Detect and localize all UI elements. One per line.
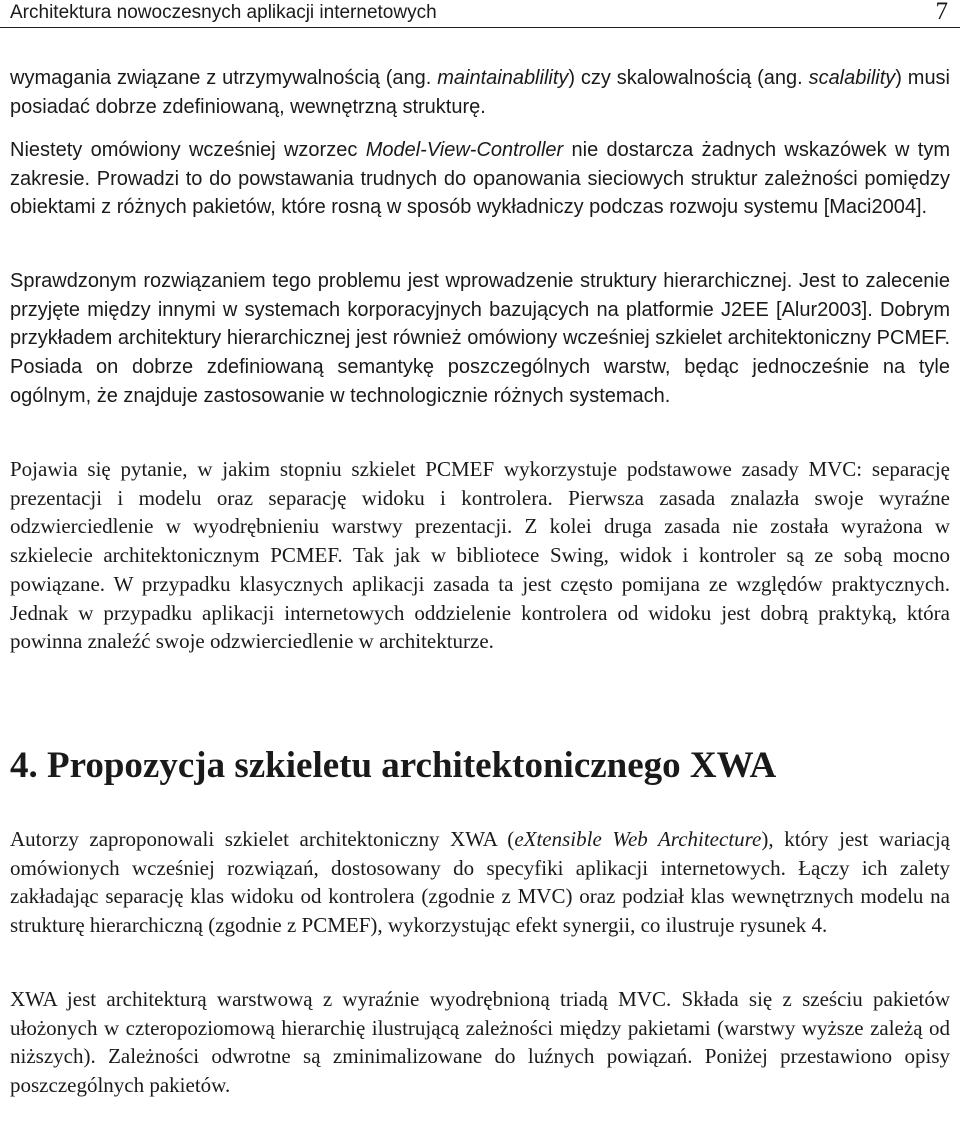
paragraph-text: ) musi posiadać dobrze zdefiniowaną, wewnętrzną strukturę. [10, 67, 951, 118]
emphasis-text: scalability [808, 67, 896, 89]
paragraph-text: nie dostarcza żadnych wskazówek w tym zakresie. Prowadzi to do powstawania trudnych do opanowania sieciowych struktur zależności pomiędzy obiektami z różnych pakietów, które rosną w sposób wykładniczy podczas rozwoju systemu [Maci2004]. [10, 139, 950, 219]
paragraph-text: Niestety omówiony wcześniej wzorzec [10, 139, 366, 161]
paragraph-text: XWA jest architekturą warstwową z wyraźnie wyodrębnioną triadą MVC. Składa się z sześciu pakietów ułożonych w czteropoziomową hierarchię ilustrującą zależności między pakietami (warstwy wyższe zależą od niższych). Zależności odwrotne są zminimalizowane do luźnych powiązań. Poniżej przestawiono opisy poszczególnych pakietów. [10, 987, 950, 1098]
paragraph-text: Sprawdzonym rozwiązaniem tego problemu jest wprowadzenie struktury hierarchicznej. Jest to zalecenie przyjęte między innymi w systemach korporacyjnych bazujących na platformie J2EE [Alur2003]. Dobrym przykładem architektury hierarchicznej jest również omówiony wcześniej szkielet architektoniczny PCMEF. Posiada on dobrze zdefiniowaną semantykę poszczególnych warstw, będąc jednocześnie na tyle ogólnym, że znajduje zastosowanie w technologicznie różnych systemach. [10, 270, 950, 407]
emphasis-text: eXtensible Web Architecture [514, 827, 762, 851]
paragraph [10, 64, 950, 121]
paragraph [10, 136, 950, 222]
paragraph [10, 455, 950, 656]
paragraph-text: ) czy skalowalnością (ang. [568, 67, 809, 89]
emphasis-text: maintainablility [437, 67, 569, 89]
paragraph-text: Autorzy zaproponowali szkielet architektoniczny XWA ( [10, 827, 515, 851]
paragraph-text: ), który jest wariacją omówionych wcześniej rozwiązań, dostosowany do specyfiki aplikacji internetowych. Łączy ich zalety zakładając separację klas widoku od kontrolera (zgodnie z MVC) oraz podział klas wewnętrznych modelu na strukturę hierarchiczną (zgodnie z PCMEF), wykorzystując efekt synergii, co ilustruje rysunek 4. [10, 827, 950, 938]
paragraph-text: wymagania związane z utrzymywalnością (ang. [10, 67, 438, 89]
running-header [0, 0, 960, 28]
paragraph [10, 267, 950, 411]
emphasis-text: Model-View-Controller [365, 139, 564, 161]
section-heading: 4. Propozycja szkieletu architektonicznego XWA [10, 745, 777, 786]
paragraph [10, 825, 950, 940]
paragraph [10, 985, 950, 1100]
running-header-title: Architektura nowoczesnych aplikacji internetowych [10, 2, 437, 23]
page-number: 7 [935, 0, 948, 25]
paragraph-text: Pojawia się pytanie, w jakim stopniu szkielet PCMEF wykorzystuje podstawowe zasady MVC: separację prezentacji i modelu oraz separację widoku i kontrolera. Pierwsza zasada znalazła swoje wyraźne odzwierciedlenie w wyodrębnieniu warstwy prezentacji. Z kolei druga zasada nie została wyrażona w szkielecie architektonicznym PCMEF. Tak jak w bibliotece Swing, widok i kontroler są ze sobą mocno powiązane. W przypadku klasycznych aplikacji zasada ta jest często pomijana ze względów praktycznych. Jednak w przypadku aplikacji internetowych oddzielenie kontrolera od widoku jest dobrą praktyką, która powinna znaleźć swoje odzwierciedlenie w architekturze. [10, 457, 950, 654]
